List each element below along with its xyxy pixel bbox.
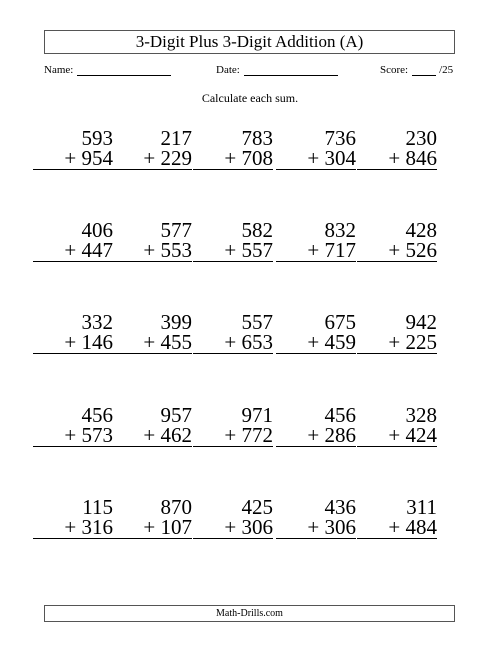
addend-bottom: + 306 — [193, 517, 273, 539]
addend-top: 557 — [241, 310, 273, 334]
addition-problem — [33, 497, 113, 539]
addition-problem — [357, 405, 437, 447]
addend-bottom: + 459 — [276, 332, 356, 354]
footer-text: Math-Drills.com — [216, 608, 283, 619]
addend-top: 425 — [241, 495, 273, 519]
addend-bottom: + 146 — [33, 332, 113, 354]
name-label: Name: — [44, 64, 74, 76]
addend-bottom: + 107 — [112, 517, 192, 539]
addend-top: 456 — [324, 403, 356, 427]
addend-top: 736 — [324, 126, 356, 150]
addend-top: 406 — [81, 218, 113, 242]
addend-bottom: + 846 — [357, 148, 437, 170]
addend-top: 593 — [81, 126, 113, 150]
addend-top: 957 — [160, 403, 192, 427]
addend-top: 217 — [160, 126, 192, 150]
addend-bottom: + 708 — [193, 148, 273, 170]
addend-top: 332 — [81, 310, 113, 334]
addition-problem — [112, 312, 192, 354]
addition-problem — [193, 497, 273, 539]
instructions: Calculate each sum. — [201, 91, 299, 105]
addend-bottom: + 286 — [276, 425, 356, 447]
addition-problem — [112, 128, 192, 170]
addend-top: 582 — [241, 218, 273, 242]
addend-bottom: + 553 — [112, 240, 192, 262]
addition-problem — [276, 220, 356, 262]
addition-problem — [276, 128, 356, 170]
addition-problem — [193, 220, 273, 262]
addend-top: 328 — [405, 403, 437, 427]
addition-problem — [276, 405, 356, 447]
addend-bottom: + 306 — [276, 517, 356, 539]
addend-bottom: + 304 — [276, 148, 356, 170]
addend-top: 456 — [81, 403, 113, 427]
addend-top: 577 — [160, 218, 192, 242]
addend-bottom: + 484 — [357, 517, 437, 539]
addition-problem — [33, 312, 113, 354]
score-total: /25 — [439, 64, 454, 76]
addend-bottom: + 229 — [112, 148, 192, 170]
addend-bottom: + 424 — [357, 425, 437, 447]
addend-bottom: + 557 — [193, 240, 273, 262]
addend-bottom: + 225 — [357, 332, 437, 354]
addition-problem — [33, 405, 113, 447]
addend-bottom: + 526 — [357, 240, 437, 262]
addend-top: 436 — [324, 495, 356, 519]
score-label: Score: — [380, 64, 409, 76]
addend-bottom: + 455 — [112, 332, 192, 354]
addend-bottom: + 573 — [33, 425, 113, 447]
addition-problem — [193, 128, 273, 170]
addend-bottom: + 316 — [33, 517, 113, 539]
addition-problem — [357, 497, 437, 539]
addition-problem — [193, 312, 273, 354]
addend-top: 428 — [405, 218, 437, 242]
addition-problem — [112, 405, 192, 447]
addition-problem — [112, 497, 192, 539]
addend-bottom: + 717 — [276, 240, 356, 262]
addend-top: 311 — [406, 495, 437, 519]
addend-bottom: + 653 — [193, 332, 273, 354]
addend-top: 115 — [82, 495, 113, 519]
addend-top: 675 — [324, 310, 356, 334]
addend-top: 971 — [241, 403, 273, 427]
addend-bottom: + 447 — [33, 240, 113, 262]
addend-top: 783 — [241, 126, 273, 150]
addition-problem — [276, 497, 356, 539]
addend-top: 230 — [405, 126, 437, 150]
addition-problem — [357, 220, 437, 262]
date-label: Date: — [216, 64, 240, 76]
addend-bottom: + 462 — [112, 425, 192, 447]
addend-top: 870 — [160, 495, 192, 519]
addend-bottom: + 954 — [33, 148, 113, 170]
addition-problem — [357, 128, 437, 170]
addend-top: 832 — [324, 218, 356, 242]
addition-problem — [276, 312, 356, 354]
addend-top: 942 — [405, 310, 437, 334]
addition-problem — [33, 128, 113, 170]
addend-bottom: + 772 — [193, 425, 273, 447]
addend-top: 399 — [160, 310, 192, 334]
addition-problem — [112, 220, 192, 262]
addition-problem — [33, 220, 113, 262]
title-text: 3-Digit Plus 3-Digit Addition (A) — [135, 32, 364, 51]
footer — [44, 605, 455, 622]
addition-problem — [357, 312, 437, 354]
addition-problem — [193, 405, 273, 447]
